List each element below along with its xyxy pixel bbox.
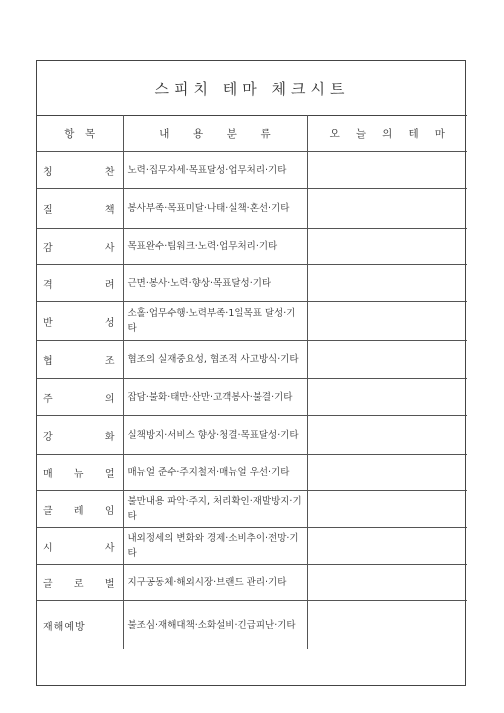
table-row [37,265,467,302]
content-cell [123,265,307,302]
item-label-char: 벌 [104,579,115,590]
item-cell [37,528,123,565]
item-label-char: 격 [43,279,53,291]
content-text: 불조심·재해대책·소화설비·긴급피난·기타 [127,619,296,631]
theme-cell[interactable] [307,189,467,229]
item-label-char: 협 [43,356,53,367]
item-label-char: 질 [43,205,53,216]
item-cell [37,229,123,265]
item-label-char: 책 [104,205,115,216]
content-cell [123,341,307,379]
item-label-char: 클 [43,505,53,517]
header-item-char: 목 [85,127,96,140]
checksheet [36,60,445,686]
theme-cell[interactable] [307,302,467,341]
content-text: 노력·집무자세·목표달성·업무처리·기타 [127,164,287,176]
content-text: 실책방지·서비스 향상·청결·목표달성·기타 [127,429,299,441]
header-theme-char: 테 [408,127,419,140]
theme-cell[interactable] [307,416,467,455]
table-row [37,601,467,650]
header-theme-char: 의 [382,127,393,140]
content-cell [123,416,307,455]
item-label-char: 로 [73,579,84,590]
header-theme-char: 늘 [355,127,367,140]
table-row [37,491,467,528]
theme-cell[interactable] [307,265,467,302]
table-row [37,229,467,265]
item-label-char: 주 [43,393,53,405]
item-label-char: 사 [104,243,115,254]
table-row [37,302,467,341]
table-row [37,528,467,565]
table-row [37,341,467,379]
content-text: 지구공동체·해외시장·브랜드 관리·기타 [127,577,287,588]
title-row [37,61,467,116]
header-theme-char: 마 [434,127,445,140]
content-cell [123,491,307,528]
content-cell [123,152,307,189]
item-label-char: 칭 [43,166,53,178]
item-cell [37,302,123,341]
item-label-char: 찬 [104,166,115,178]
content-cell [123,229,307,265]
content-text: 목표완수·팀워크·노력·업무처리·기타 [127,241,278,252]
item-label-char: 사 [104,542,115,554]
item-cell [37,379,123,416]
content-text: 봉사부족·목표미달·나태·실책·혼선·기타 [127,203,290,214]
content-text: 내외정세의 변화와 경제·소비추이·전망·기타 [127,533,299,559]
item-label-char: 시 [43,542,53,554]
content-text: 잡담·불화·태만·산만·고객봉사·불결·기타 [127,391,293,403]
item-cell [37,455,123,491]
content-cell [123,565,307,601]
content-text: 매뉴얼 준수·주지철저·매뉴얼 우선·기타 [127,467,290,478]
item-label-char: 화 [104,431,115,443]
table-row [37,416,467,455]
theme-cell[interactable] [307,601,467,650]
item-label-char: 임 [104,505,115,517]
theme-cell[interactable] [307,455,467,491]
item-label-char: 의 [104,393,115,405]
item-cell [37,265,123,302]
header-content-char: 류 [260,127,271,140]
item-cell [37,491,123,528]
theme-cell[interactable] [307,528,467,565]
content-cell [123,379,307,416]
table-row [37,379,467,416]
content-text: 불만내용 파악·주지, 처리확인·재발방지·기타 [127,496,302,522]
header-theme [307,115,467,152]
item-cell [37,152,123,189]
content-cell [123,302,307,341]
content-cell [123,455,307,491]
item-cell [37,341,123,379]
item-label-char: 글 [43,579,53,590]
item-label-char: 매 [43,469,53,480]
item-label-char: 조 [104,356,115,367]
header-content-char: 용 [193,127,204,140]
item-label-char: 감 [43,243,53,254]
header-row [37,115,467,152]
table-row [37,189,467,229]
item-label-char: 반 [43,317,53,329]
header-theme-char: 오 [329,127,340,140]
theme-cell[interactable] [307,229,467,265]
header-content-char: 분 [226,127,237,140]
header-content [123,115,307,152]
item-cell [37,565,123,601]
header-content-char: 내 [159,127,170,140]
item-label-char: 레 [73,505,84,517]
content-text: 근면·봉사·노력·향상·목표달성·기타 [127,277,272,289]
item-label-char: 강 [43,431,53,443]
item-label-char: 려 [104,279,115,291]
content-cell [123,528,307,565]
theme-cell[interactable] [307,491,467,528]
content-text: 협조의 실재중요성, 협조적 사고방식·기타 [127,354,299,365]
header-item [37,115,123,152]
item-label-char: 얼 [104,469,115,480]
item-cell [37,416,123,455]
content-text: 소홀·업무수행·노력부족·1일목표 달성·기타 [127,308,296,334]
checklist-table [37,115,467,649]
content-cell [123,189,307,229]
theme-cell[interactable] [307,341,467,379]
item-label-char: 재해예방 [43,621,86,633]
content-cell [123,601,307,650]
theme-cell[interactable] [307,379,467,416]
sheet-title: 스피치 테마 체크시트 [154,79,350,98]
theme-cell[interactable] [307,565,467,601]
table-row [37,152,467,189]
item-label-char: 뉴 [73,469,84,480]
table-row [37,455,467,491]
item-cell [37,601,123,650]
table-row [37,565,467,601]
item-label-char: 성 [104,317,115,329]
theme-cell[interactable] [307,152,467,189]
item-cell [37,189,123,229]
header-item-char: 항 [64,127,75,140]
